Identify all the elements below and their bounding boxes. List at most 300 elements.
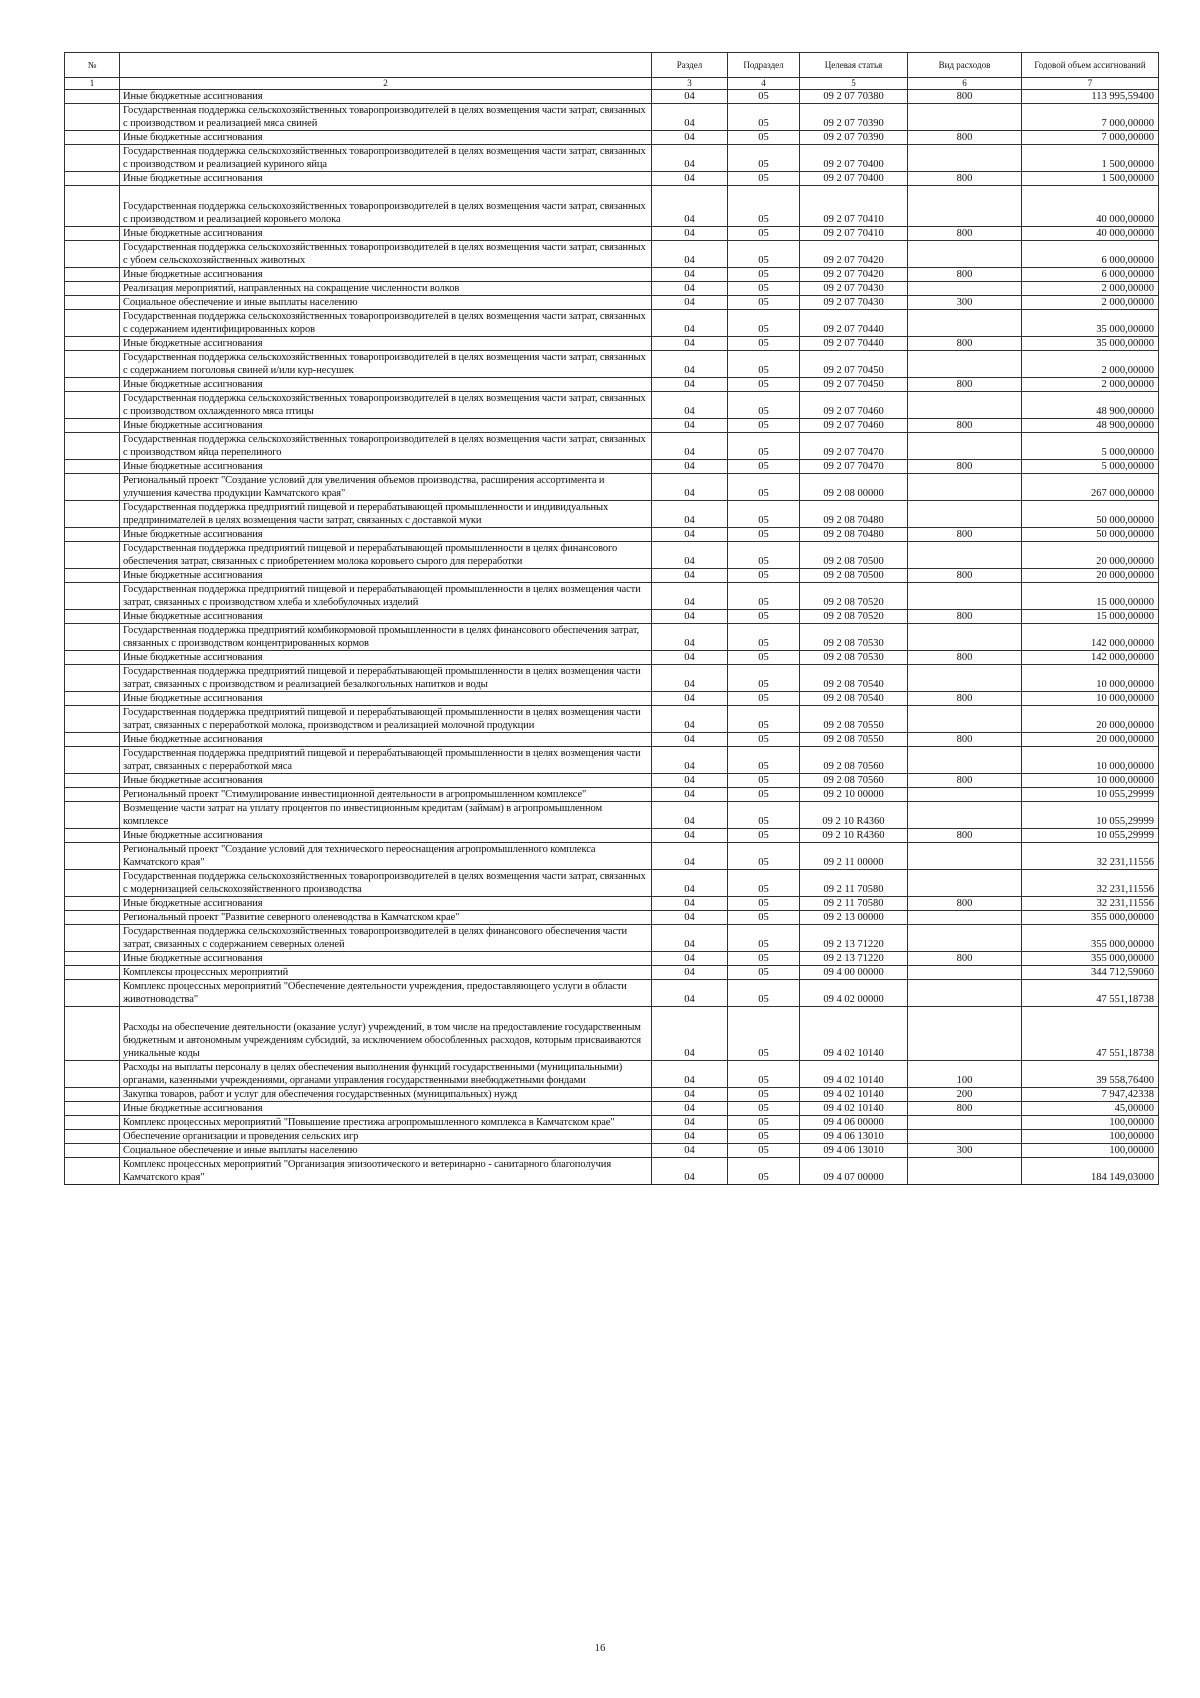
cell-name: Государственная поддержка сельскохозяйственных товаропроизводителей в целях возмещения части затрат, связанных с производством яйца перепелиного bbox=[120, 433, 652, 460]
cell-article: 09 2 10 00000 bbox=[800, 788, 908, 802]
cell-article: 09 2 08 70480 bbox=[800, 501, 908, 528]
cell-razdel: 04 bbox=[652, 296, 728, 310]
budget-table bbox=[64, 52, 1159, 1185]
header-name bbox=[120, 53, 652, 78]
cell-razdel: 04 bbox=[652, 952, 728, 966]
cell-vid: 100 bbox=[908, 1061, 1022, 1088]
cell-sum: 50 000,00000 bbox=[1022, 501, 1159, 528]
cell-razdel: 04 bbox=[652, 583, 728, 610]
cell-sum: 1 500,00000 bbox=[1022, 145, 1159, 172]
cell-number bbox=[65, 1007, 120, 1061]
table-row bbox=[65, 1102, 1159, 1116]
cell-vid: 300 bbox=[908, 1144, 1022, 1158]
cell-razdel: 04 bbox=[652, 1102, 728, 1116]
table-row bbox=[65, 104, 1159, 131]
cell-vid bbox=[908, 1158, 1022, 1185]
cell-razdel: 04 bbox=[652, 925, 728, 952]
cell-vid bbox=[908, 911, 1022, 925]
cell-podrazdel: 05 bbox=[728, 104, 800, 131]
table-row bbox=[65, 829, 1159, 843]
cell-vid bbox=[908, 583, 1022, 610]
cell-name: Государственная поддержка предприятий пищевой и перерабатывающей промышленности в целях финансового обеспечения затрат, связанных с приобретением молока коровьего сырого для переработки bbox=[120, 542, 652, 569]
cell-sum: 184 149,03000 bbox=[1022, 1158, 1159, 1185]
cell-number bbox=[65, 310, 120, 337]
table-row bbox=[65, 392, 1159, 419]
table-row bbox=[65, 90, 1159, 104]
cell-name: Государственная поддержка сельскохозяйственных товаропроизводителей в целях возмещения части затрат, связанных с содержанием поголовья свиней и/или кур-несушек bbox=[120, 351, 652, 378]
cell-sum: 142 000,00000 bbox=[1022, 651, 1159, 665]
cell-razdel: 04 bbox=[652, 911, 728, 925]
cell-podrazdel: 05 bbox=[728, 569, 800, 583]
cell-podrazdel: 05 bbox=[728, 1061, 800, 1088]
cell-podrazdel: 05 bbox=[728, 419, 800, 433]
cell-sum: 48 900,00000 bbox=[1022, 419, 1159, 433]
cell-razdel: 04 bbox=[652, 378, 728, 392]
cell-name: Иные бюджетные ассигнования bbox=[120, 569, 652, 583]
cell-sum: 100,00000 bbox=[1022, 1130, 1159, 1144]
cell-razdel: 04 bbox=[652, 241, 728, 268]
cell-article: 09 2 07 70470 bbox=[800, 460, 908, 474]
cell-vid: 800 bbox=[908, 378, 1022, 392]
cell-vid: 800 bbox=[908, 337, 1022, 351]
cell-sum: 39 558,76400 bbox=[1022, 1061, 1159, 1088]
cell-sum: 355 000,00000 bbox=[1022, 952, 1159, 966]
cell-number bbox=[65, 569, 120, 583]
cell-number bbox=[65, 1158, 120, 1185]
cell-name: Государственная поддержка предприятий пищевой и перерабатывающей промышленности в целях возмещения части затрат, связанных с переработкой мяса bbox=[120, 747, 652, 774]
cell-name: Социальное обеспечение и иные выплаты населению bbox=[120, 1144, 652, 1158]
cell-vid bbox=[908, 392, 1022, 419]
cell-number bbox=[65, 268, 120, 282]
cell-sum: 10 055,29999 bbox=[1022, 788, 1159, 802]
cell-vid bbox=[908, 870, 1022, 897]
cell-podrazdel: 05 bbox=[728, 610, 800, 624]
cell-razdel: 04 bbox=[652, 131, 728, 145]
cell-name: Иные бюджетные ассигнования bbox=[120, 733, 652, 747]
cell-razdel: 04 bbox=[652, 980, 728, 1007]
cell-name: Государственная поддержка сельскохозяйственных товаропроизводителей в целях возмещения части затрат, связанных с производством и реализацией куриного яйца bbox=[120, 145, 652, 172]
cell-podrazdel: 05 bbox=[728, 1116, 800, 1130]
cell-razdel: 04 bbox=[652, 282, 728, 296]
cell-number bbox=[65, 952, 120, 966]
cell-vid: 800 bbox=[908, 952, 1022, 966]
table-row bbox=[65, 870, 1159, 897]
table-row bbox=[65, 351, 1159, 378]
cell-name: Государственная поддержка сельскохозяйственных товаропроизводителей в целях возмещения части затрат, связанных с производством и реализацией мяса свиней bbox=[120, 104, 652, 131]
table-row bbox=[65, 1007, 1159, 1061]
cell-article: 09 2 07 70460 bbox=[800, 392, 908, 419]
cell-sum: 267 000,00000 bbox=[1022, 474, 1159, 501]
table-row bbox=[65, 897, 1159, 911]
cell-article: 09 2 08 70560 bbox=[800, 774, 908, 788]
cell-name: Государственная поддержка предприятий пищевой и перерабатывающей промышленности в целях возмещения части затрат, связанных с производством хлеба и хлебобулочных изделий bbox=[120, 583, 652, 610]
cell-name: Иные бюджетные ассигнования bbox=[120, 227, 652, 241]
cell-razdel: 04 bbox=[652, 351, 728, 378]
cell-article: 09 4 02 10140 bbox=[800, 1088, 908, 1102]
cell-sum: 2 000,00000 bbox=[1022, 378, 1159, 392]
index-cell: 3 bbox=[652, 78, 728, 90]
cell-podrazdel: 05 bbox=[728, 392, 800, 419]
cell-number bbox=[65, 651, 120, 665]
cell-razdel: 04 bbox=[652, 624, 728, 651]
cell-number bbox=[65, 1088, 120, 1102]
cell-podrazdel: 05 bbox=[728, 843, 800, 870]
index-cell: 4 bbox=[728, 78, 800, 90]
cell-vid bbox=[908, 966, 1022, 980]
cell-number bbox=[65, 966, 120, 980]
cell-razdel: 04 bbox=[652, 1158, 728, 1185]
cell-podrazdel: 05 bbox=[728, 774, 800, 788]
table-row bbox=[65, 296, 1159, 310]
cell-number bbox=[65, 172, 120, 186]
index-row bbox=[65, 78, 1159, 90]
cell-number bbox=[65, 1061, 120, 1088]
cell-article: 09 2 07 70380 bbox=[800, 90, 908, 104]
cell-podrazdel: 05 bbox=[728, 241, 800, 268]
table-row bbox=[65, 310, 1159, 337]
cell-vid bbox=[908, 747, 1022, 774]
cell-article: 09 2 07 70450 bbox=[800, 378, 908, 392]
cell-podrazdel: 05 bbox=[728, 131, 800, 145]
cell-article: 09 2 07 70390 bbox=[800, 104, 908, 131]
cell-number bbox=[65, 90, 120, 104]
cell-vid: 800 bbox=[908, 733, 1022, 747]
cell-podrazdel: 05 bbox=[728, 925, 800, 952]
cell-razdel: 04 bbox=[652, 870, 728, 897]
cell-number bbox=[65, 980, 120, 1007]
cell-article: 09 2 07 70440 bbox=[800, 310, 908, 337]
cell-number bbox=[65, 870, 120, 897]
cell-sum: 10 000,00000 bbox=[1022, 747, 1159, 774]
cell-vid bbox=[908, 1130, 1022, 1144]
cell-number bbox=[65, 747, 120, 774]
cell-article: 09 2 08 70480 bbox=[800, 528, 908, 542]
cell-sum: 6 000,00000 bbox=[1022, 268, 1159, 282]
cell-razdel: 04 bbox=[652, 610, 728, 624]
cell-article: 09 2 08 70550 bbox=[800, 706, 908, 733]
cell-sum: 10 000,00000 bbox=[1022, 692, 1159, 706]
cell-sum: 344 712,59060 bbox=[1022, 966, 1159, 980]
cell-article: 09 2 08 70560 bbox=[800, 747, 908, 774]
cell-vid: 800 bbox=[908, 774, 1022, 788]
cell-vid bbox=[908, 542, 1022, 569]
cell-razdel: 04 bbox=[652, 227, 728, 241]
cell-razdel: 04 bbox=[652, 1061, 728, 1088]
cell-razdel: 04 bbox=[652, 419, 728, 433]
cell-razdel: 04 bbox=[652, 528, 728, 542]
cell-name: Иные бюджетные ассигнования bbox=[120, 172, 652, 186]
table-row bbox=[65, 241, 1159, 268]
cell-podrazdel: 05 bbox=[728, 227, 800, 241]
cell-razdel: 04 bbox=[652, 692, 728, 706]
cell-vid bbox=[908, 980, 1022, 1007]
table-row bbox=[65, 747, 1159, 774]
cell-podrazdel: 05 bbox=[728, 788, 800, 802]
table-row bbox=[65, 172, 1159, 186]
cell-name: Иные бюджетные ассигнования bbox=[120, 131, 652, 145]
cell-name: Государственная поддержка сельскохозяйственных товаропроизводителей в целях возмещения части затрат, связанных с производством и реализацией коровьего молока bbox=[120, 186, 652, 227]
table-row bbox=[65, 131, 1159, 145]
cell-razdel: 04 bbox=[652, 843, 728, 870]
cell-sum: 50 000,00000 bbox=[1022, 528, 1159, 542]
cell-name: Комплекс процессных мероприятий "Организация эпизоотического и ветеринарно - санитарного благополучия Камчатского края" bbox=[120, 1158, 652, 1185]
header-razdel: Раздел bbox=[652, 53, 728, 78]
cell-vid bbox=[908, 925, 1022, 952]
cell-vid bbox=[908, 802, 1022, 829]
cell-article: 09 2 08 70500 bbox=[800, 569, 908, 583]
cell-sum: 6 000,00000 bbox=[1022, 241, 1159, 268]
cell-sum: 7 000,00000 bbox=[1022, 104, 1159, 131]
cell-vid bbox=[908, 145, 1022, 172]
cell-sum: 32 231,11556 bbox=[1022, 870, 1159, 897]
document-page bbox=[64, 52, 1158, 1185]
cell-number bbox=[65, 501, 120, 528]
cell-article: 09 2 08 70540 bbox=[800, 692, 908, 706]
cell-article: 09 2 08 70540 bbox=[800, 665, 908, 692]
cell-number bbox=[65, 1102, 120, 1116]
cell-name: Реализация мероприятий, направленных на сокращение численности волков bbox=[120, 282, 652, 296]
cell-number bbox=[65, 1116, 120, 1130]
cell-name: Иные бюджетные ассигнования bbox=[120, 378, 652, 392]
cell-name: Государственная поддержка сельскохозяйственных товаропроизводителей в целях финансового обеспечения части затрат, связанных с содержанием северных оленей bbox=[120, 925, 652, 952]
cell-article: 09 2 07 70430 bbox=[800, 282, 908, 296]
cell-name: Иные бюджетные ассигнования bbox=[120, 897, 652, 911]
cell-razdel: 04 bbox=[652, 706, 728, 733]
table-row bbox=[65, 583, 1159, 610]
cell-number bbox=[65, 788, 120, 802]
cell-razdel: 04 bbox=[652, 172, 728, 186]
cell-number bbox=[65, 433, 120, 460]
table-row bbox=[65, 569, 1159, 583]
cell-article: 09 4 07 00000 bbox=[800, 1158, 908, 1185]
cell-name: Региональный проект "Создание условий для технического переоснащения агропромышленного комплекса Камчатского края" bbox=[120, 843, 652, 870]
cell-razdel: 04 bbox=[652, 747, 728, 774]
cell-article: 09 2 08 70530 bbox=[800, 651, 908, 665]
cell-vid bbox=[908, 665, 1022, 692]
index-cell: 2 bbox=[120, 78, 652, 90]
table-row bbox=[65, 624, 1159, 651]
cell-name: Государственная поддержка сельскохозяйственных товаропроизводителей в целях возмещения части затрат, связанных с модернизацией сельскохозяйственного производства bbox=[120, 870, 652, 897]
cell-article: 09 2 08 70500 bbox=[800, 542, 908, 569]
cell-vid bbox=[908, 788, 1022, 802]
cell-podrazdel: 05 bbox=[728, 980, 800, 1007]
table-row bbox=[65, 1130, 1159, 1144]
cell-article: 09 2 10 R4360 bbox=[800, 802, 908, 829]
cell-name: Государственная поддержка предприятий комбикормовой промышленности в целях финансового обеспечения затрат, связанных с производством концентрированных кормов bbox=[120, 624, 652, 651]
header-podrazdel: Подраздел bbox=[728, 53, 800, 78]
cell-number bbox=[65, 378, 120, 392]
cell-razdel: 04 bbox=[652, 651, 728, 665]
index-cell: 7 bbox=[1022, 78, 1159, 90]
cell-podrazdel: 05 bbox=[728, 296, 800, 310]
cell-sum: 7 000,00000 bbox=[1022, 131, 1159, 145]
cell-podrazdel: 05 bbox=[728, 186, 800, 227]
table-row bbox=[65, 843, 1159, 870]
cell-article: 09 2 07 70430 bbox=[800, 296, 908, 310]
header-sum: Годовой объем ассигнований bbox=[1022, 53, 1159, 78]
cell-vid bbox=[908, 624, 1022, 651]
cell-number bbox=[65, 528, 120, 542]
header-number: № bbox=[65, 53, 120, 78]
cell-name: Государственная поддержка сельскохозяйственных товаропроизводителей в целях возмещения части затрат, связанных с содержанием идентифицированных коров bbox=[120, 310, 652, 337]
cell-name: Региональный проект "Развитие северного оленеводства в Камчатском крае" bbox=[120, 911, 652, 925]
cell-article: 09 4 02 10140 bbox=[800, 1007, 908, 1061]
table-row bbox=[65, 952, 1159, 966]
cell-podrazdel: 05 bbox=[728, 501, 800, 528]
cell-razdel: 04 bbox=[652, 788, 728, 802]
cell-vid: 800 bbox=[908, 268, 1022, 282]
cell-article: 09 2 08 00000 bbox=[800, 474, 908, 501]
cell-sum: 7 947,42338 bbox=[1022, 1088, 1159, 1102]
table-row bbox=[65, 651, 1159, 665]
cell-name: Иные бюджетные ассигнования bbox=[120, 610, 652, 624]
cell-number bbox=[65, 692, 120, 706]
cell-number bbox=[65, 911, 120, 925]
cell-name: Иные бюджетные ассигнования bbox=[120, 90, 652, 104]
cell-number bbox=[65, 802, 120, 829]
cell-article: 09 2 07 70410 bbox=[800, 227, 908, 241]
index-cell: 6 bbox=[908, 78, 1022, 90]
cell-podrazdel: 05 bbox=[728, 733, 800, 747]
cell-number bbox=[65, 706, 120, 733]
table-row bbox=[65, 145, 1159, 172]
cell-sum: 5 000,00000 bbox=[1022, 433, 1159, 460]
cell-razdel: 04 bbox=[652, 310, 728, 337]
page-number: 16 bbox=[594, 1642, 606, 1654]
cell-vid bbox=[908, 474, 1022, 501]
cell-vid: 800 bbox=[908, 829, 1022, 843]
cell-sum: 20 000,00000 bbox=[1022, 569, 1159, 583]
cell-article: 09 2 07 70400 bbox=[800, 145, 908, 172]
table-row bbox=[65, 925, 1159, 952]
cell-name: Расходы на обеспечение деятельности (оказание услуг) учреждений, в том числе на предоставление государственным бюджетным и автономным учреждениям субсидий, за исключением обособленных расходов, которым присваиваются уникальные коды bbox=[120, 1007, 652, 1061]
table-row bbox=[65, 337, 1159, 351]
table-row bbox=[65, 966, 1159, 980]
cell-podrazdel: 05 bbox=[728, 651, 800, 665]
cell-podrazdel: 05 bbox=[728, 378, 800, 392]
cell-number bbox=[65, 337, 120, 351]
cell-sum: 35 000,00000 bbox=[1022, 310, 1159, 337]
cell-sum: 45,00000 bbox=[1022, 1102, 1159, 1116]
cell-sum: 1 500,00000 bbox=[1022, 172, 1159, 186]
table-row bbox=[65, 665, 1159, 692]
table-row bbox=[65, 774, 1159, 788]
cell-sum: 2 000,00000 bbox=[1022, 351, 1159, 378]
cell-sum: 35 000,00000 bbox=[1022, 337, 1159, 351]
cell-name: Расходы на выплаты персоналу в целях обеспечения выполнения функций государственными (муниципальными) органами, казенными учреждениями, органами управления государственными внебюджетными фондами bbox=[120, 1061, 652, 1088]
cell-vid bbox=[908, 501, 1022, 528]
cell-name: Возмещение части затрат на уплату процентов по инвестиционным кредитам (займам) в агропромышленном комплексе bbox=[120, 802, 652, 829]
cell-sum: 10 055,29999 bbox=[1022, 829, 1159, 843]
cell-number bbox=[65, 186, 120, 227]
cell-number bbox=[65, 610, 120, 624]
cell-sum: 32 231,11556 bbox=[1022, 897, 1159, 911]
cell-number bbox=[65, 774, 120, 788]
cell-podrazdel: 05 bbox=[728, 897, 800, 911]
cell-vid: 300 bbox=[908, 296, 1022, 310]
cell-article: 09 2 11 00000 bbox=[800, 843, 908, 870]
table-row bbox=[65, 733, 1159, 747]
table-row bbox=[65, 706, 1159, 733]
cell-podrazdel: 05 bbox=[728, 172, 800, 186]
cell-sum: 40 000,00000 bbox=[1022, 227, 1159, 241]
cell-podrazdel: 05 bbox=[728, 911, 800, 925]
cell-razdel: 04 bbox=[652, 569, 728, 583]
table-row bbox=[65, 227, 1159, 241]
cell-razdel: 04 bbox=[652, 1144, 728, 1158]
cell-razdel: 04 bbox=[652, 433, 728, 460]
cell-podrazdel: 05 bbox=[728, 624, 800, 651]
cell-razdel: 04 bbox=[652, 665, 728, 692]
cell-podrazdel: 05 bbox=[728, 474, 800, 501]
cell-podrazdel: 05 bbox=[728, 542, 800, 569]
cell-podrazdel: 05 bbox=[728, 1130, 800, 1144]
cell-name: Комплекс процессных мероприятий "Повышение престижа агропромышленного комплекса в Камчатском крае" bbox=[120, 1116, 652, 1130]
cell-sum: 100,00000 bbox=[1022, 1144, 1159, 1158]
cell-vid bbox=[908, 282, 1022, 296]
cell-vid: 800 bbox=[908, 172, 1022, 186]
cell-sum: 47 551,18738 bbox=[1022, 980, 1159, 1007]
cell-sum: 40 000,00000 bbox=[1022, 186, 1159, 227]
cell-number bbox=[65, 583, 120, 610]
cell-article: 09 2 08 70520 bbox=[800, 610, 908, 624]
cell-name: Комплексы процессных мероприятий bbox=[120, 966, 652, 980]
cell-sum: 100,00000 bbox=[1022, 1116, 1159, 1130]
cell-article: 09 2 07 70440 bbox=[800, 337, 908, 351]
table-row bbox=[65, 911, 1159, 925]
table-row bbox=[65, 433, 1159, 460]
cell-podrazdel: 05 bbox=[728, 706, 800, 733]
cell-razdel: 04 bbox=[652, 268, 728, 282]
cell-razdel: 04 bbox=[652, 145, 728, 172]
cell-name: Иные бюджетные ассигнования bbox=[120, 528, 652, 542]
cell-sum: 2 000,00000 bbox=[1022, 296, 1159, 310]
cell-number bbox=[65, 131, 120, 145]
header-article: Целевая статья bbox=[800, 53, 908, 78]
cell-name: Иные бюджетные ассигнования bbox=[120, 1102, 652, 1116]
cell-podrazdel: 05 bbox=[728, 282, 800, 296]
table-row bbox=[65, 501, 1159, 528]
cell-number bbox=[65, 897, 120, 911]
cell-article: 09 2 08 70530 bbox=[800, 624, 908, 651]
table-row bbox=[65, 268, 1159, 282]
cell-number bbox=[65, 925, 120, 952]
cell-razdel: 04 bbox=[652, 460, 728, 474]
cell-sum: 20 000,00000 bbox=[1022, 542, 1159, 569]
cell-sum: 20 000,00000 bbox=[1022, 706, 1159, 733]
cell-article: 09 4 02 10140 bbox=[800, 1102, 908, 1116]
cell-vid bbox=[908, 433, 1022, 460]
cell-number bbox=[65, 104, 120, 131]
cell-podrazdel: 05 bbox=[728, 351, 800, 378]
cell-podrazdel: 05 bbox=[728, 90, 800, 104]
cell-article: 09 4 06 13010 bbox=[800, 1144, 908, 1158]
cell-article: 09 2 11 70580 bbox=[800, 897, 908, 911]
cell-razdel: 04 bbox=[652, 186, 728, 227]
cell-sum: 48 900,00000 bbox=[1022, 392, 1159, 419]
cell-article: 09 2 07 70420 bbox=[800, 268, 908, 282]
cell-name: Иные бюджетные ассигнования bbox=[120, 952, 652, 966]
cell-podrazdel: 05 bbox=[728, 802, 800, 829]
cell-razdel: 04 bbox=[652, 501, 728, 528]
cell-article: 09 2 08 70520 bbox=[800, 583, 908, 610]
cell-vid: 800 bbox=[908, 692, 1022, 706]
cell-number bbox=[65, 474, 120, 501]
table-row bbox=[65, 610, 1159, 624]
cell-name: Закупка товаров, работ и услуг для обеспечения государственных (муниципальных) нужд bbox=[120, 1088, 652, 1102]
cell-name: Комплекс процессных мероприятий "Обеспечение деятельности учреждения, предоставляющего услуги в области животноводства" bbox=[120, 980, 652, 1007]
table-row bbox=[65, 378, 1159, 392]
